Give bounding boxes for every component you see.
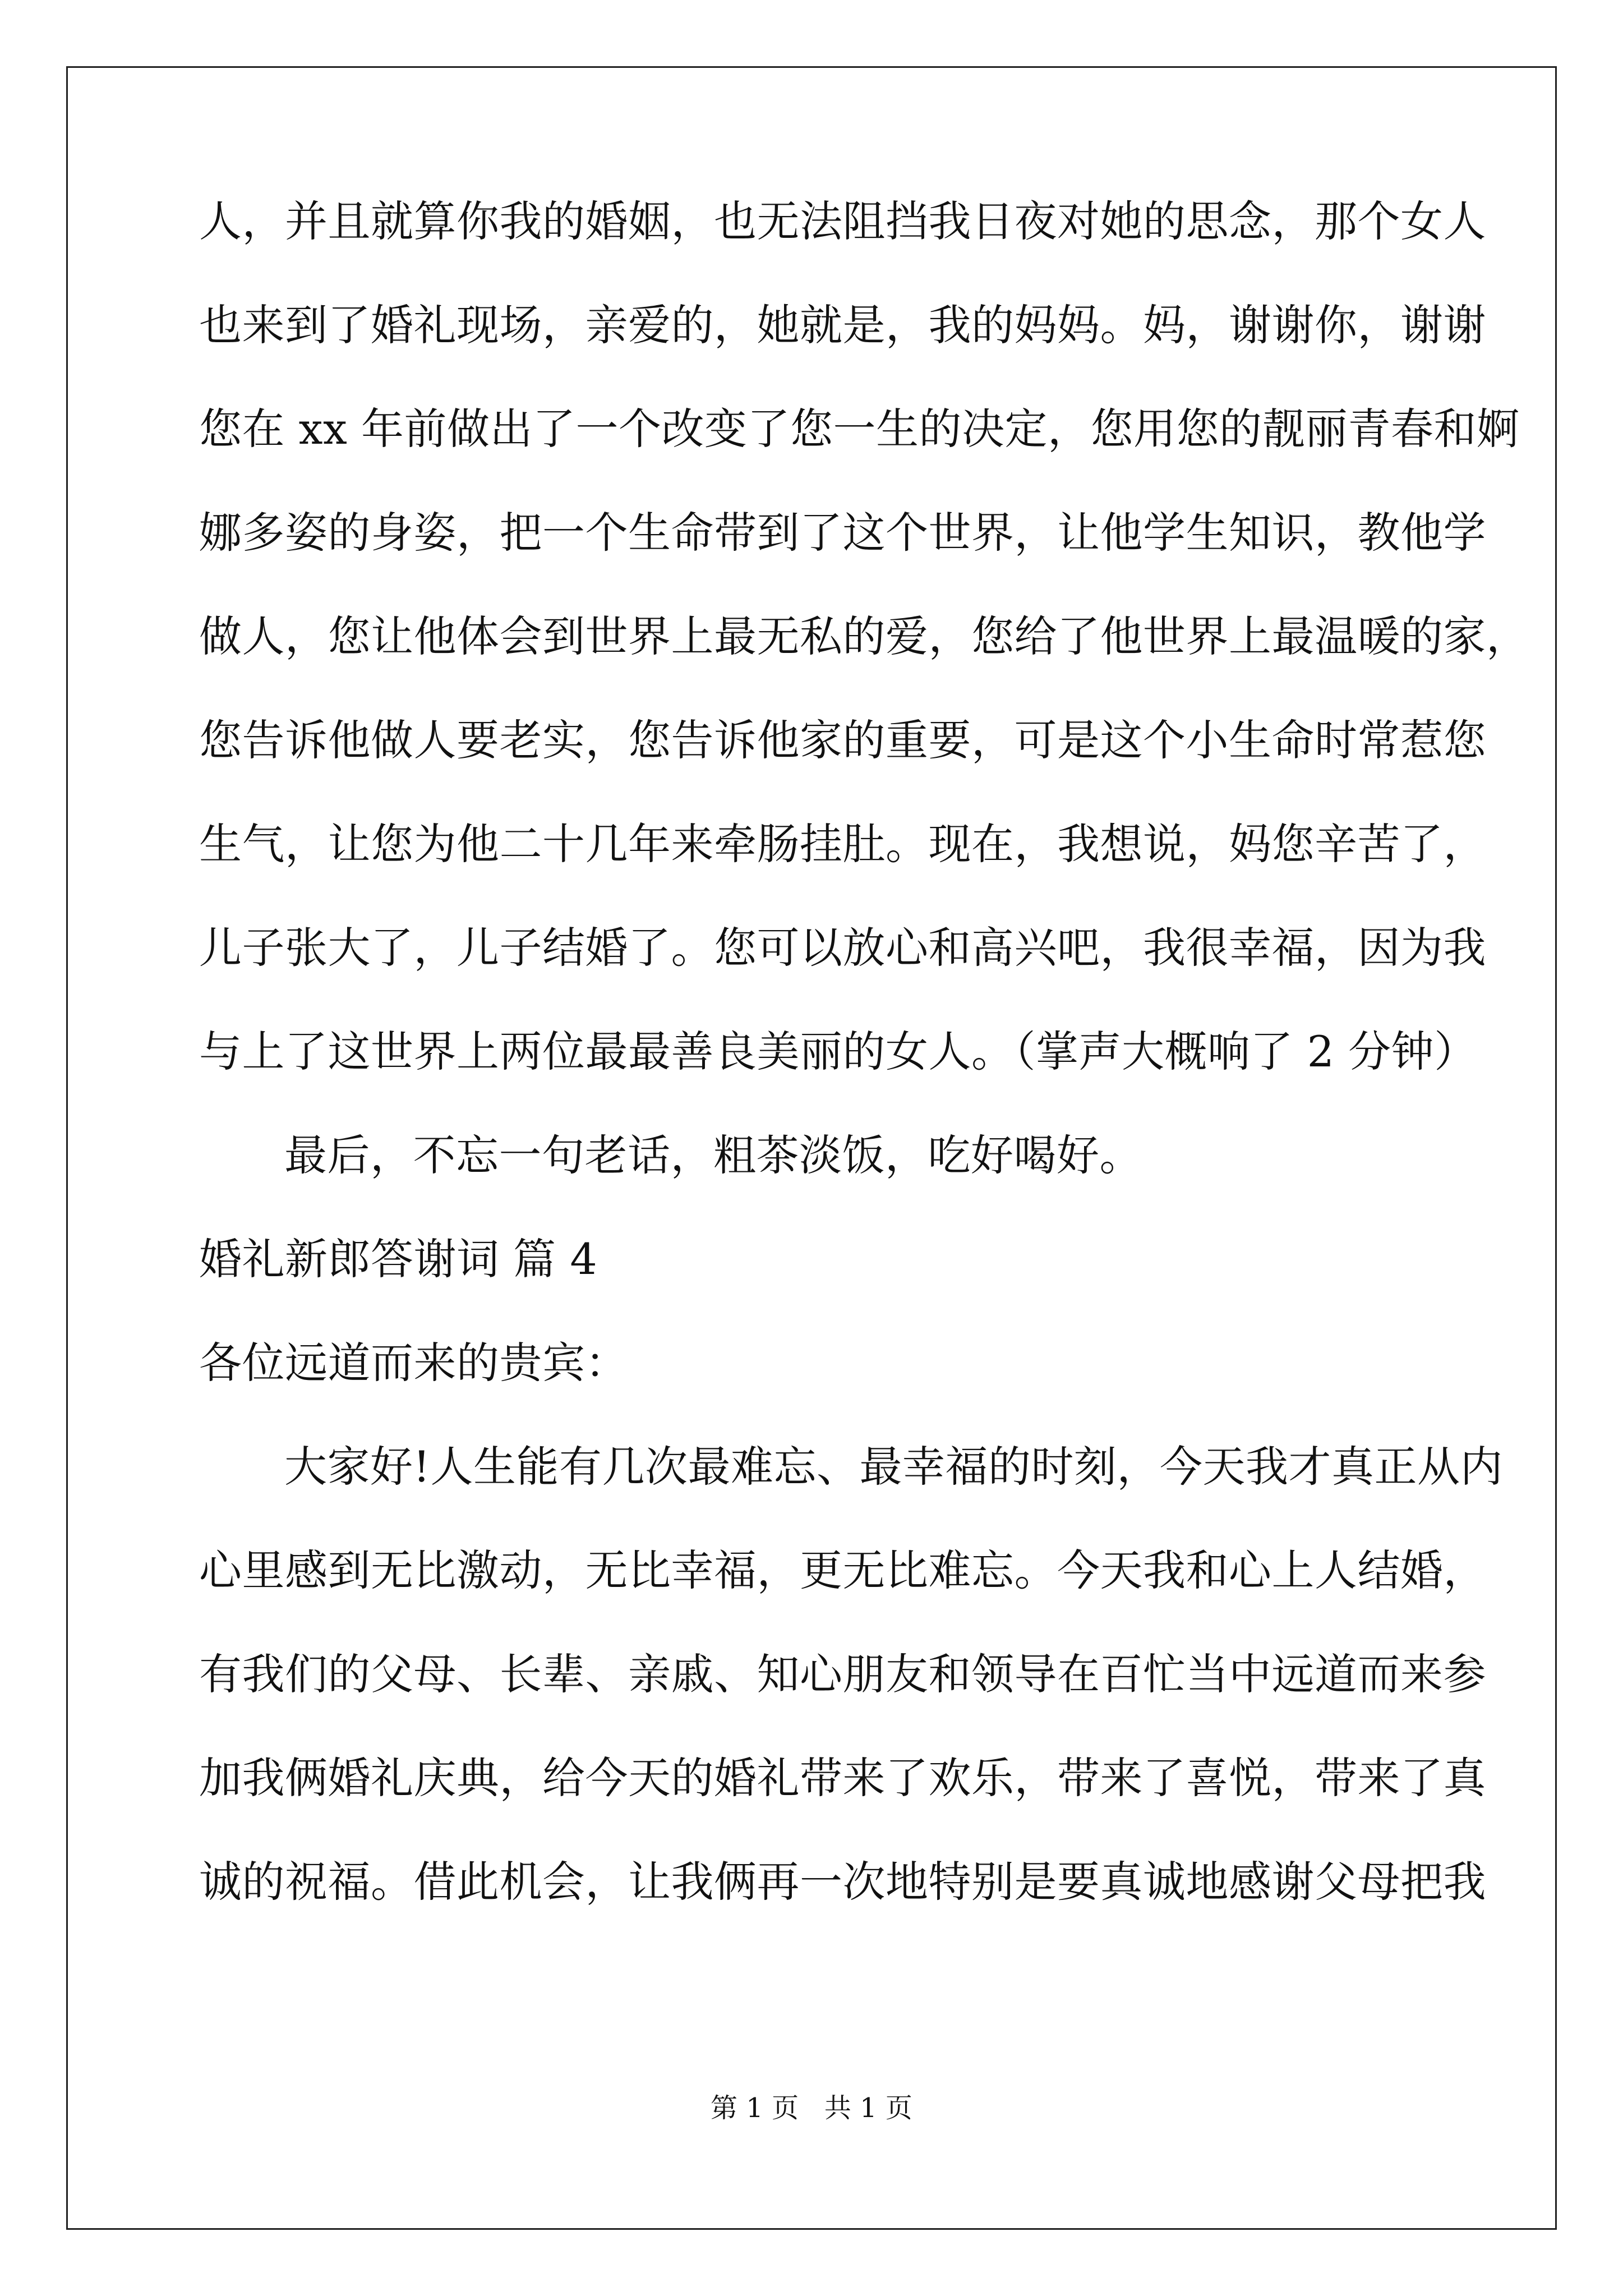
page-footer: 第 1 页 共 1 页 xyxy=(711,2092,912,2124)
text-line: 生气，让您为他二十几年来牵肠挂肚。现在，我想说，妈您辛苦了， xyxy=(199,819,1486,869)
text-line: 人，并且就算你我的婚姻，也无法阻挡我日夜对她的思念，那个女人 xyxy=(199,196,1486,246)
text-line: 最后，不忘一句老话，粗茶淡饭，吃好喝好。 xyxy=(284,1130,1142,1180)
text-line: 心里感到无比激动，无比幸福，更无比难忘。今天我和心上人结婚， xyxy=(199,1545,1486,1595)
text-line: 您在 xx 年前做出了一个改变了您一生的决定，您用您的靓丽青春和婀 xyxy=(199,404,1520,454)
text-line: 儿子张大了，儿子结婚了。您可以放心和高兴吧，我很幸福，因为我 xyxy=(199,923,1486,973)
text-line: 您告诉他做人要老实，您告诉他家的重要，可是这个小生命时常惹您 xyxy=(199,715,1486,765)
section-heading: 婚礼新郎答谢词 篇 4 xyxy=(199,1234,598,1284)
text-line: 有我们的父母、长辈、亲戚、知心朋友和领导在百忙当中远道而来参 xyxy=(199,1649,1486,1699)
text-line: 娜多姿的身姿，把一个生命带到了这个世界，让他学生知识，教他学 xyxy=(199,508,1486,558)
text-line: 与上了这世界上两位最最善良美丽的女人。（掌声大概响了 2 分钟） xyxy=(199,1027,1477,1076)
text-line: 做人，您让他体会到世界上最无私的爱，您给了他世界上最温暖的家， xyxy=(199,611,1529,661)
salutation: 各位远道而来的贵宾： xyxy=(199,1338,628,1388)
text-line: 大家好!人生能有几次最难忘、最幸福的时刻，今天我才真正从内 xyxy=(284,1442,1504,1492)
text-line: 也来到了婚礼现场，亲爱的，她就是，我的妈妈。妈，谢谢你，谢谢 xyxy=(199,300,1486,350)
text-line: 诚的祝福。借此机会，让我俩再一次地特别是要真诚地感谢父母把我 xyxy=(199,1857,1486,1907)
text-line: 加我俩婚礼庆典，给今天的婚礼带来了欢乐，带来了喜悦，带来了真 xyxy=(199,1753,1486,1803)
